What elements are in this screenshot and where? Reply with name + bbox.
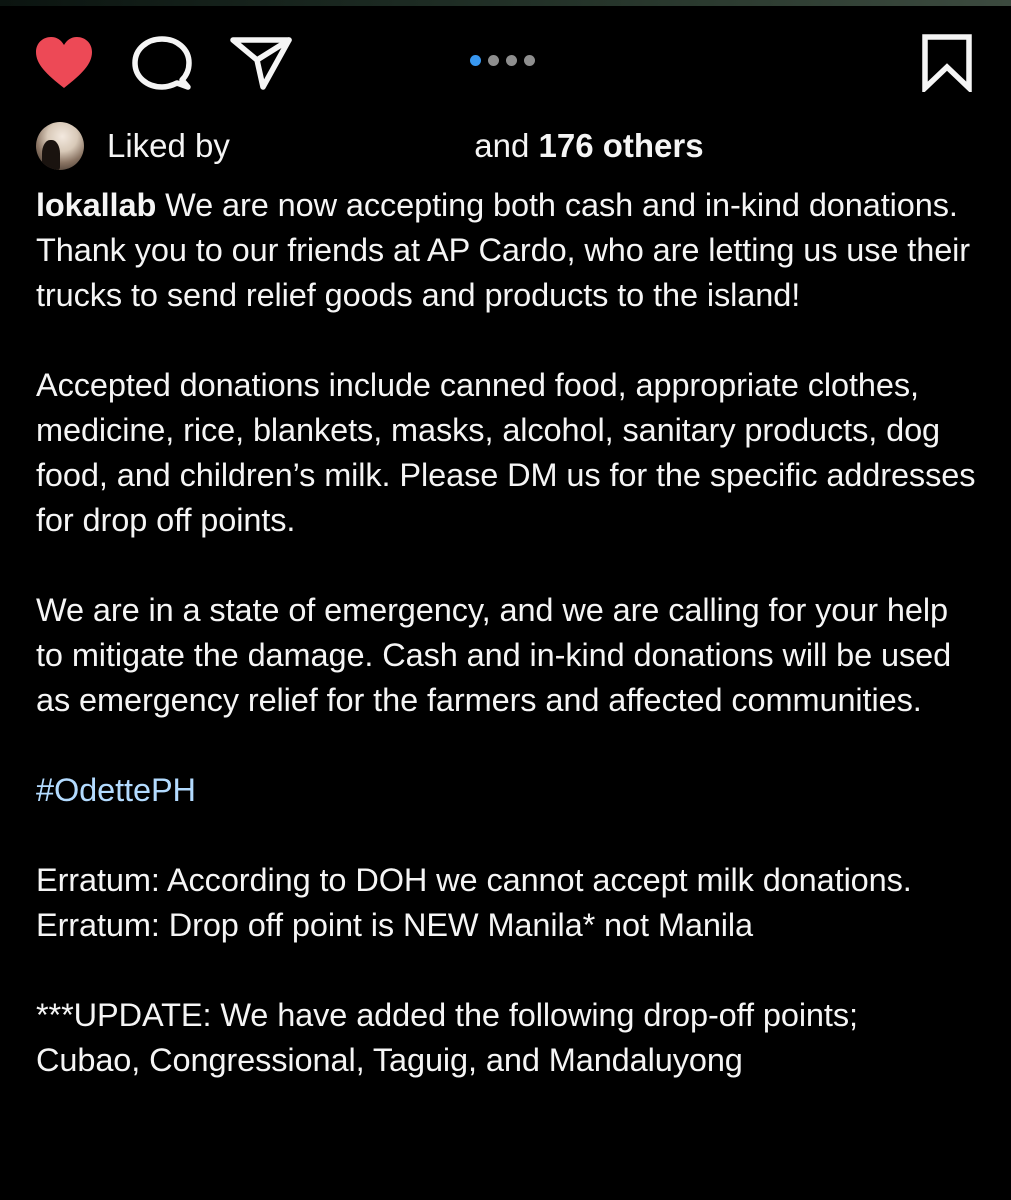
- redacted-username: [241, 133, 463, 163]
- erratum-line-1: Erratum: According to DOH we cannot accept milk donations.: [36, 862, 912, 898]
- likes-and-label: and: [474, 127, 530, 164]
- liked-by-label: Liked by: [107, 127, 230, 164]
- avatar[interactable]: [36, 122, 84, 170]
- carousel-dot-active: [470, 55, 481, 66]
- carousel-indicator: [470, 54, 535, 66]
- caption-hashtag-paragraph: [36, 768, 981, 813]
- carousel-dot: [506, 55, 517, 66]
- caption-paragraph-2: Accepted donations include canned food, appropriate clothes, medicine, rice, blankets, masks, alcohol, sanitary products, dog food, and children’s milk. Please DM us for the specific addresses for drop off points.: [36, 367, 985, 538]
- post-action-bar: [0, 28, 1011, 94]
- hashtag-link[interactable]: #OdettePH: [36, 772, 196, 808]
- likes-summary[interactable]: [36, 120, 976, 172]
- comment-icon[interactable]: [132, 36, 192, 92]
- avatar-silhouette: [42, 140, 60, 170]
- send-icon[interactable]: [230, 36, 292, 90]
- bookmark-icon[interactable]: [921, 34, 973, 92]
- update-line-2: Cubao, Congressional, Taguig, and Mandaluyong: [36, 1042, 743, 1078]
- caption-update-paragraph: [36, 993, 981, 1083]
- carousel-dot: [524, 55, 535, 66]
- heart-filled-icon[interactable]: [34, 36, 94, 90]
- caption-text-1: We are now accepting both cash and in-kind donations. Thank you to our friends at AP Cardo, who are letting us use their trucks to send relief goods and products to the island!: [36, 187, 979, 313]
- caption-paragraph-3: We are in a state of emergency, and we are calling for your help to mitigate the damage. Cash and in-kind donations will be used as emergency relief for the farmers and affected communities.: [36, 592, 961, 718]
- erratum-line-2: Erratum: Drop off point is NEW Manila* not Manila: [36, 907, 754, 943]
- likes-text: [107, 126, 704, 166]
- update-line-1: ***UPDATE: We have added the following drop-off points;: [36, 997, 858, 1033]
- likes-count[interactable]: 176 others: [538, 127, 704, 164]
- post-caption: [36, 183, 985, 1083]
- caption-paragraph-1: [36, 183, 981, 318]
- username-link[interactable]: lokallab: [36, 187, 157, 223]
- caption-erratum-paragraph: [36, 858, 981, 948]
- image-bottom-edge: [0, 0, 1011, 6]
- carousel-dot: [488, 55, 499, 66]
